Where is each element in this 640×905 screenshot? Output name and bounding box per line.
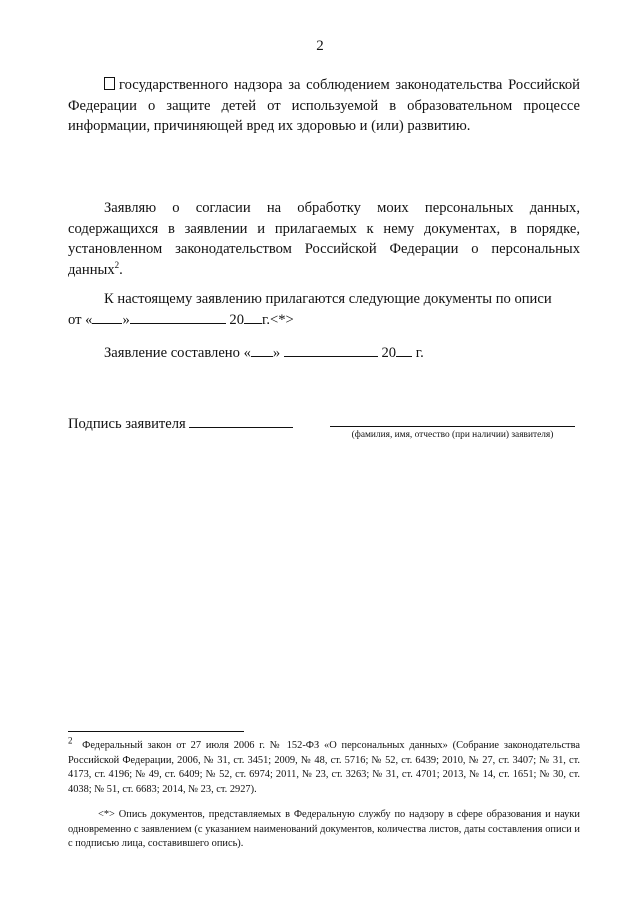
attachments-text: К настоящему заявлению прилагаются следующие документы по описи <box>104 291 552 307</box>
compiled-year-suffix: г. <box>415 345 424 361</box>
footnote-separator <box>68 731 244 732</box>
attachments-quote-close: » <box>122 312 130 328</box>
attachments-month-blank[interactable] <box>130 309 226 324</box>
footnote-star-text: <*> Опись документов, представляемых в Федеральную службу по надзору в сфере образования и науки одновременно с заявлением (с указанием наименований документов, количества листов, даты составления описи и с подписью лица, составившего опись). <box>68 809 580 850</box>
compiled-line <box>104 342 574 364</box>
supervision-paragraph <box>68 75 580 137</box>
empty-checkbox-icon[interactable] <box>104 77 115 90</box>
attachments-date-line <box>68 309 580 331</box>
compiled-quote-close: » <box>272 345 281 361</box>
footnote-2-mark: 2 <box>68 735 73 746</box>
attachments-date-prefix: от « <box>68 312 93 328</box>
attachments-year-blank[interactable] <box>244 309 262 324</box>
compiled-month-blank[interactable] <box>284 342 378 357</box>
compiled-day-blank[interactable] <box>251 342 273 357</box>
page-number: 2 <box>316 38 324 54</box>
attachments-day-blank[interactable] <box>92 309 122 324</box>
supervision-text: государственного надзора за соблюдением законодательства Российской Федерации о защите детей от используемой в образовательном процессе информации, причиняющей вред их здоровью и (или) развитию. <box>68 77 580 134</box>
compiled-text: Заявление составлено « <box>104 345 251 361</box>
footnote-ref-2: 2 <box>114 259 120 270</box>
signature-blank[interactable] <box>189 413 293 428</box>
footnote-2-text: Федеральный закон от 27 июля 2006 г. № 152-ФЗ «О персональных данных» (Собрание законодательства Российской Федерации, 2006, № 31, ст. 3451; 2009, № 48, ст. 5716; № 52, ст. 6439; 2010, № 27, ст. 3407; № 31, ст. 4173, ст. 4196; № 49, ст. 6409; № 52, ст. 6974; 2011, № 23, ст. 3263; № 31, ст. 4701; 2013, № 14, ст. 1651; № 30, ст. 4038; № 51, ст. 6683; 2014, № 23, ст. 2927). <box>68 740 580 795</box>
attachments-year-suffix: г.<*> <box>261 312 294 328</box>
signature-label: Подпись заявителя <box>68 416 186 432</box>
consent-end: . <box>119 261 123 278</box>
attachments-paragraph <box>68 289 580 310</box>
footnote-star <box>68 808 580 852</box>
consent-text: Заявляю о согласии на обработку моих персональных данных, содержащихся в заявлении и прилагаемых к нему документах, в порядке, установленном законодательством Российской Федерации о персональных данных <box>68 200 580 278</box>
full-name-caption: (фамилия, имя, отчество (при наличии) заявителя) <box>351 430 554 440</box>
compiled-year-blank[interactable] <box>396 342 412 357</box>
compiled-year: 20 <box>381 345 397 361</box>
consent-paragraph <box>68 198 580 280</box>
footnote-2 <box>68 735 580 797</box>
full-name-blank[interactable] <box>330 426 575 427</box>
signature-line <box>68 413 308 435</box>
attachments-year: 20 <box>229 312 244 328</box>
